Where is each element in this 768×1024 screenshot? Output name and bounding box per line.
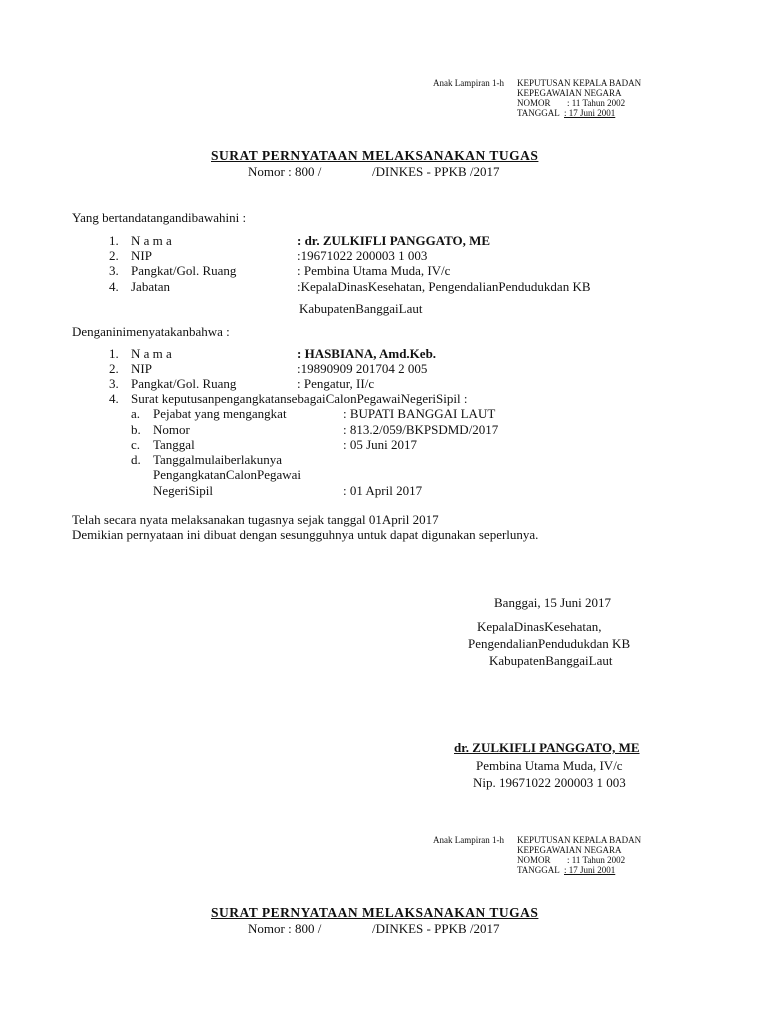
item-value: : 01 April 2017 [343,483,423,498]
title-text: SURAT PERNYATAAN MELAKSANAKAN TUGAS [211,905,539,920]
item-label: Nomor [153,422,190,437]
item-value: : 05 Juni 2017 [343,437,418,452]
item-value: : HASBIANA, Amd.Keb. [297,346,437,361]
item-value: : dr. ZULKIFLI PANGGATO, ME [297,233,491,248]
item-value: :19890909 201704 2 005 [297,361,428,376]
tanggal-value: : 17 Juni 2001 [564,108,616,118]
signer-position: KepalaDinasKesehatan, [477,619,602,634]
statement-text: Denganinimenyatakanbahwa : [72,324,230,339]
item-number: 3. [109,263,119,278]
signer-nip: Nip. 19671022 200003 1 003 [473,775,626,790]
nomor-prefix: Nomor : 800 / [248,164,322,179]
item-label: Pejabat yang mengangkat [153,406,287,421]
item-label: Tanggal [153,437,195,452]
item-number: 2. [109,361,119,376]
item-label: NIP [131,361,152,376]
nomor-label: NOMOR [517,855,551,865]
item-number: 4. [109,279,119,294]
item-number: 4. [109,391,119,406]
title-text: SURAT PERNYATAAN MELAKSANAKAN TUGAS [211,148,539,163]
decree-title: KEPUTUSAN KEPALA BADAN [517,835,642,845]
signer-position: PengendalianPendudukdan KB [468,636,631,651]
nomor-suffix: /DINKES - PPKB /2017 [372,164,500,179]
signer-position: KabupatenBanggaiLaut [489,653,613,668]
item-number: 3. [109,376,119,391]
item-letter: b. [131,422,141,437]
item-value: :19671022 200003 1 003 [297,248,428,263]
item-value: :KepalaDinasKesehatan, PengendalianPendudukdan KB [297,279,591,294]
item-label: NIP [131,248,152,263]
decree-title: KEPUTUSAN KEPALA BADAN [517,78,642,88]
item-label: Tanggalmulaiberlakunya [153,452,283,467]
intro-text: Yang bertandatangandibawahini : [72,210,247,225]
item-label: N a m a [131,346,172,361]
place-date: Banggai, 15 Juni 2017 [494,595,611,610]
nomor-value: : 11 Tahun 2002 [567,855,626,865]
agency-name: KEPEGAWAIAN NEGARA [517,88,622,98]
item-label: Pangkat/Gol. Ruang [131,376,237,391]
item-label: Surat keputusanpengangkatansebagaiCalonPegawaiNegeriSipil : [131,391,468,406]
lampiran-label: Anak Lampiran 1-h [433,78,504,88]
item-value: : 813.2/059/BKPSDMD/2017 [343,422,499,437]
item-number: 1. [109,346,119,361]
tanggal-label: TANGGAL [517,108,560,118]
signer-name: dr. ZULKIFLI PANGGATO, ME [454,740,640,755]
item-label: N a m a [131,233,172,248]
nomor-suffix: /DINKES - PPKB /2017 [372,921,500,936]
lampiran-label: Anak Lampiran 1-h [433,835,504,845]
agency-name: KEPEGAWAIAN NEGARA [517,845,622,855]
item-label-line3: NegeriSipil [153,483,213,498]
item-value: : BUPATI BANGGAI LAUT [343,406,496,421]
item-value: : Pengatur, II/c [297,376,375,391]
jabatan-continuation: KabupatenBanggaiLaut [299,301,423,316]
closing-line: Demikian pernyataan ini dibuat dengan sesungguhnya untuk dapat digunakan seperlunya. [72,527,539,542]
item-letter: d. [131,452,141,467]
nomor-value: : 11 Tahun 2002 [567,98,626,108]
item-label-line2: PengangkatanCalonPegawai [153,467,302,482]
tanggal-label: TANGGAL [517,865,560,875]
item-label: Jabatan [131,279,170,294]
nomor-label: NOMOR [517,98,551,108]
item-letter: c. [131,437,141,452]
closing-line: Telah secara nyata melaksanakan tugasnya sejak tanggal 01April 2017 [72,512,439,527]
tanggal-value: : 17 Juni 2001 [564,865,616,875]
signer-rank: Pembina Utama Muda, IV/c [476,758,623,773]
item-letter: a. [131,406,141,421]
item-number: 2. [109,248,119,263]
item-number: 1. [109,233,119,248]
item-value: : Pembina Utama Muda, IV/c [297,263,451,278]
item-label: Pangkat/Gol. Ruang [131,263,237,278]
nomor-prefix: Nomor : 800 / [248,921,322,936]
